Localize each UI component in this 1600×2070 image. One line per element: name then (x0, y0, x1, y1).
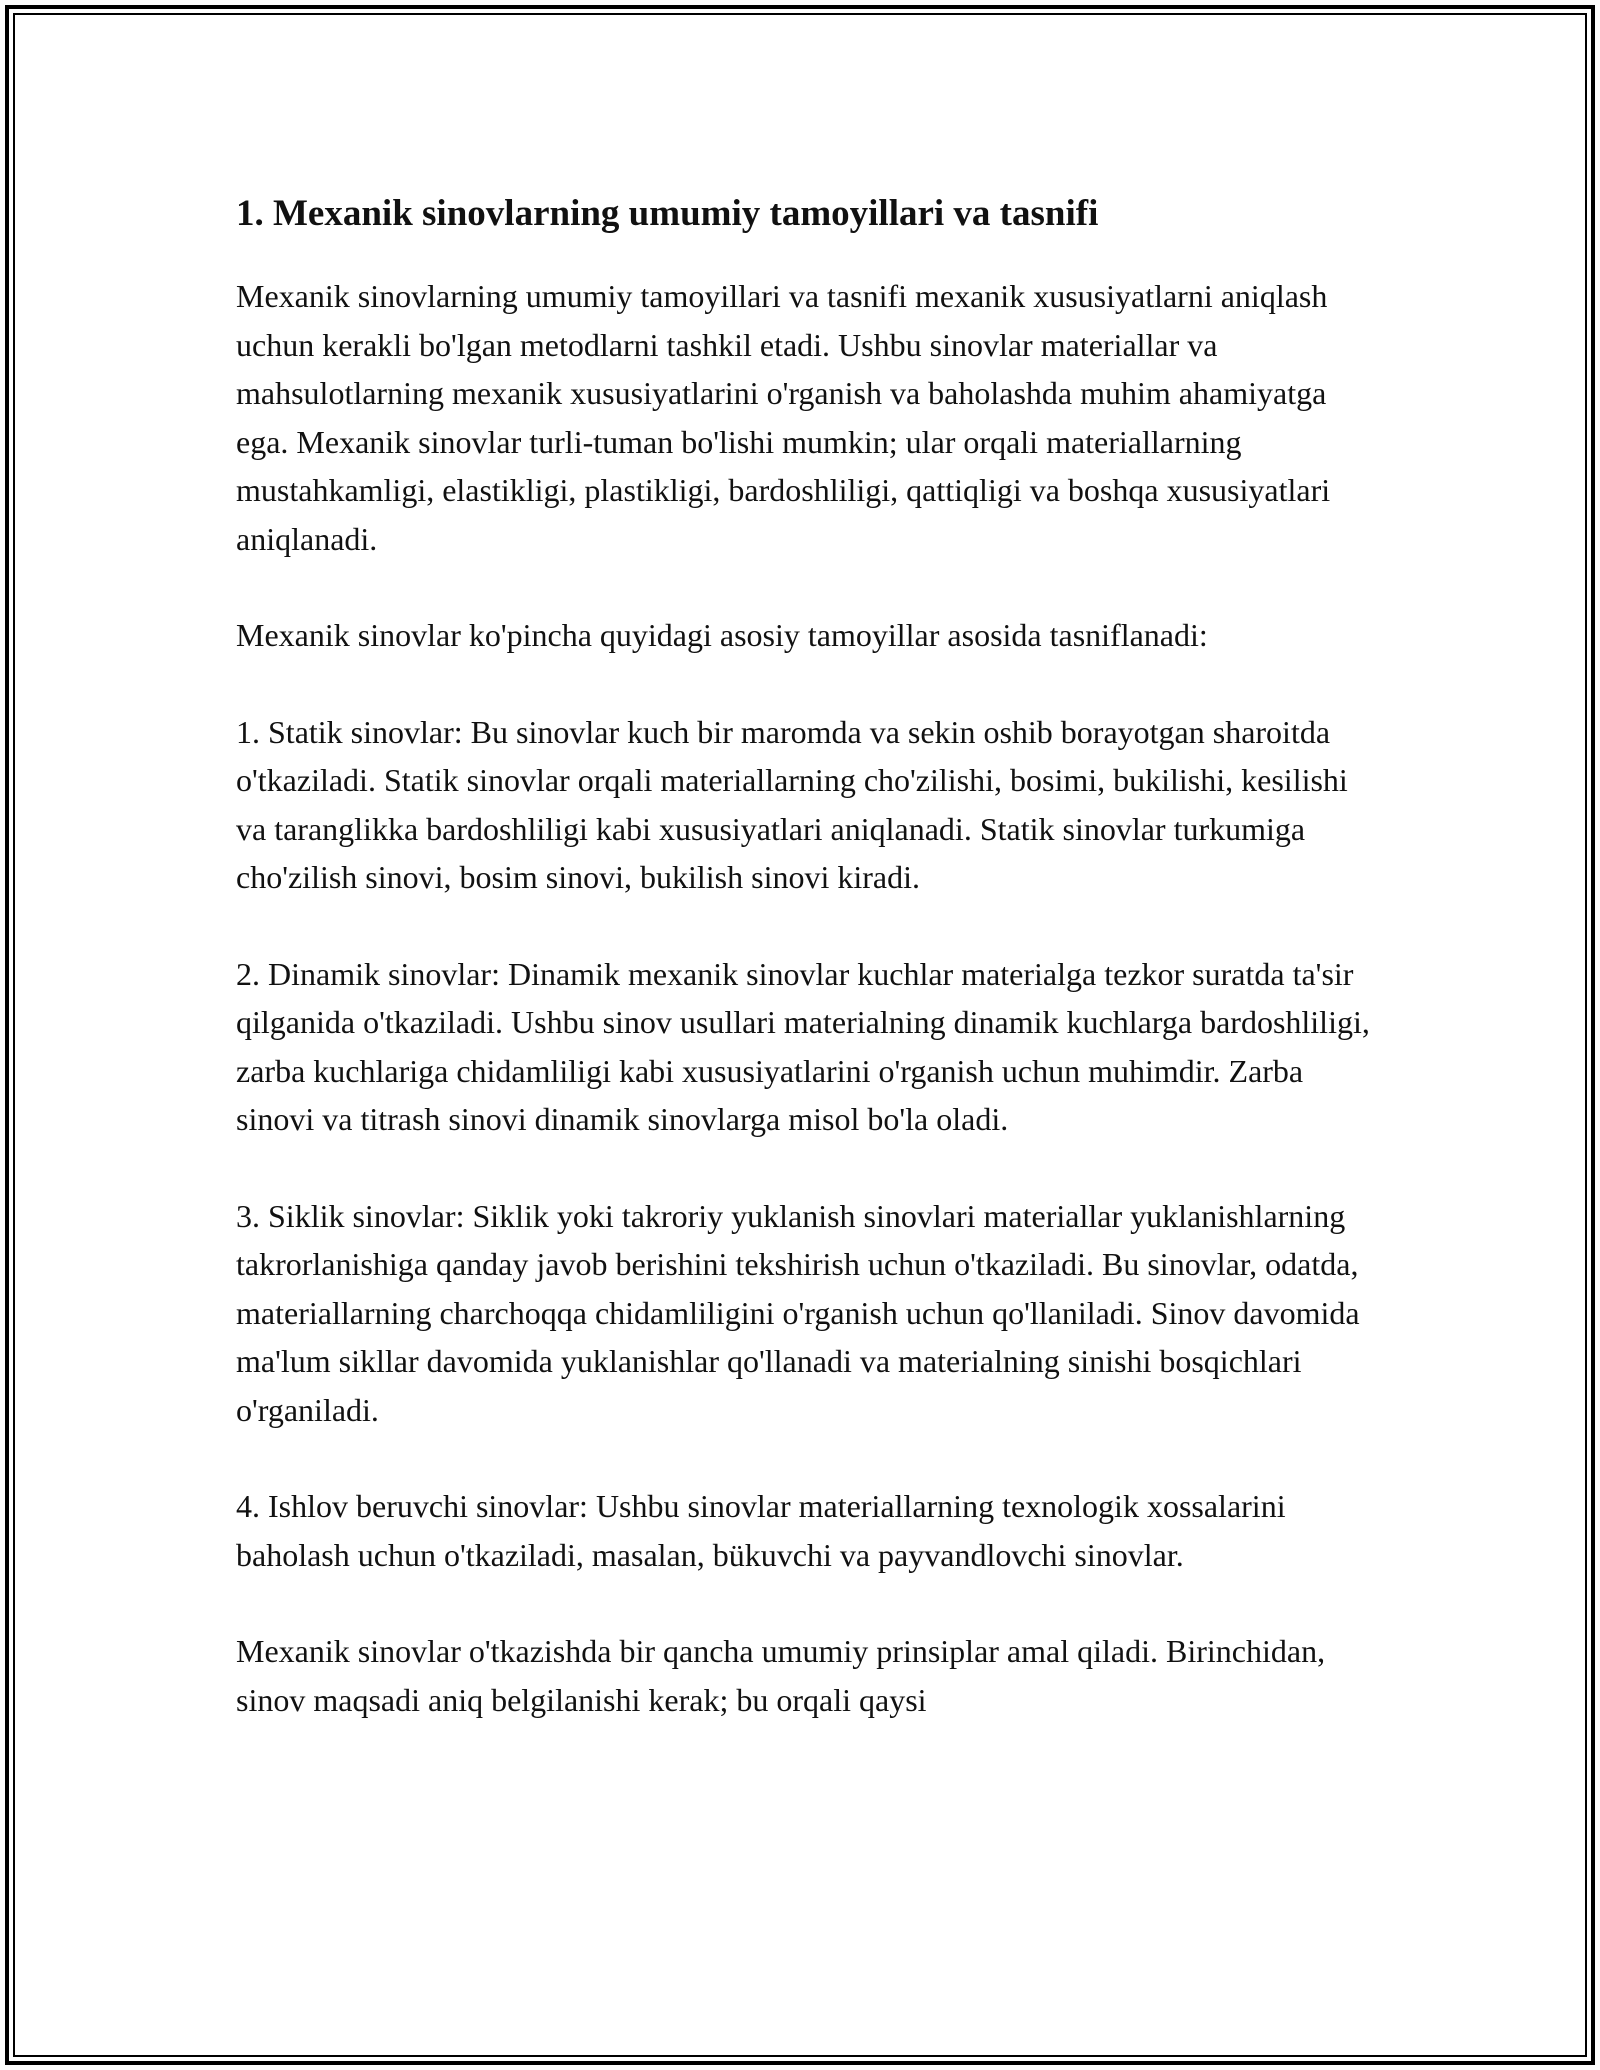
paragraph-static-tests: 1. Statik sinovlar: Bu sinovlar kuch bir maromda va sekin oshib borayotgan sharoitda o'tkaziladi. Statik sinovlar orqali materiallarning cho'zilishi, bosimi, bukilishi, kesilishi va taranglikka bardoshliligi kabi xususiyatlari aniqlanadi. Statik sinovlar turkumiga cho'zilish sinovi, bosim sinovi, bukilish sinovi kiradi. (236, 713, 1348, 895)
document-body (236, 186, 1376, 1772)
section-heading: 1. Mexanik sinovlarning umumiy tamoyillari va tasnifi (236, 193, 1099, 234)
paragraph-dynamic-tests: 2. Dinamik sinovlar: Dinamik mexanik sinovlar kuchlar materialga tezkor suratda ta'sir qilganida o'tkaziladi. Ushbu sinov usullari materialning dinamik kuchlarga bardoshliligi, zarba kuchlariga chidamliligi kabi xususiyatlarini o'rganish uchun muhimdir. Zarba sinovi va titrash sinovi dinamik sinovlarga misol bo'la oladi. (236, 955, 1370, 1137)
paragraph-processing-tests: 4. Ishlov beruvchi sinovlar: Ushbu sinovlar materiallarning texnologik xossalarini baholash uchun o'tkaziladi, masalan, bükuvchi va payvandlovchi sinovlar. (236, 1488, 1286, 1573)
paragraph-cyclic-tests: 3. Siklik sinovlar: Siklik yoki takroriy yuklanish sinovlari materiallar yuklanishlarning takrorlanishiga qanday javob berishini tekshirish uchun o'tkaziladi. Bu sinovlar, odatda, materiallarning charchoqqa chidamliligini o'rganish uchun qo'llaniladi. Sinov davomida ma'lum sikllar davomida yuklanishlar qo'llanadi va materialning sinishi bosqichlari o'rganiladi. (236, 1197, 1360, 1428)
paragraph-general-principles: Mexanik sinovlar o'tkazishda bir qancha umumiy prinsiplar amal qiladi. Birinchidan, sinov maqsadi aniq belgilanishi kerak; bu orqali qaysi (236, 1633, 1326, 1718)
paragraph-intro: Mexanik sinovlarning umumiy tamoyillari va tasnifi mexanik xususiyatlarni aniqlash uchun kerakli bo'lgan metodlarni tashkil etadi. Ushbu sinovlar materiallar va mahsulotlarning mexanik xususiyatlarini o'rganish va baholashda muhim ahamiyatga ega. Mexanik sinovlar turli-tuman bo'lishi mumkin; ular orqali materiallarning mustahkamligi, elastikligi, plastikligi, bardoshliligi, qattiqligi va boshqa xususiyatlari aniqlanadi. (236, 278, 1331, 557)
paragraph-classification-lead: Mexanik sinovlar ko'pincha quyidagi asosiy tamoyillar asosida tasniflanadi: (236, 617, 1208, 653)
